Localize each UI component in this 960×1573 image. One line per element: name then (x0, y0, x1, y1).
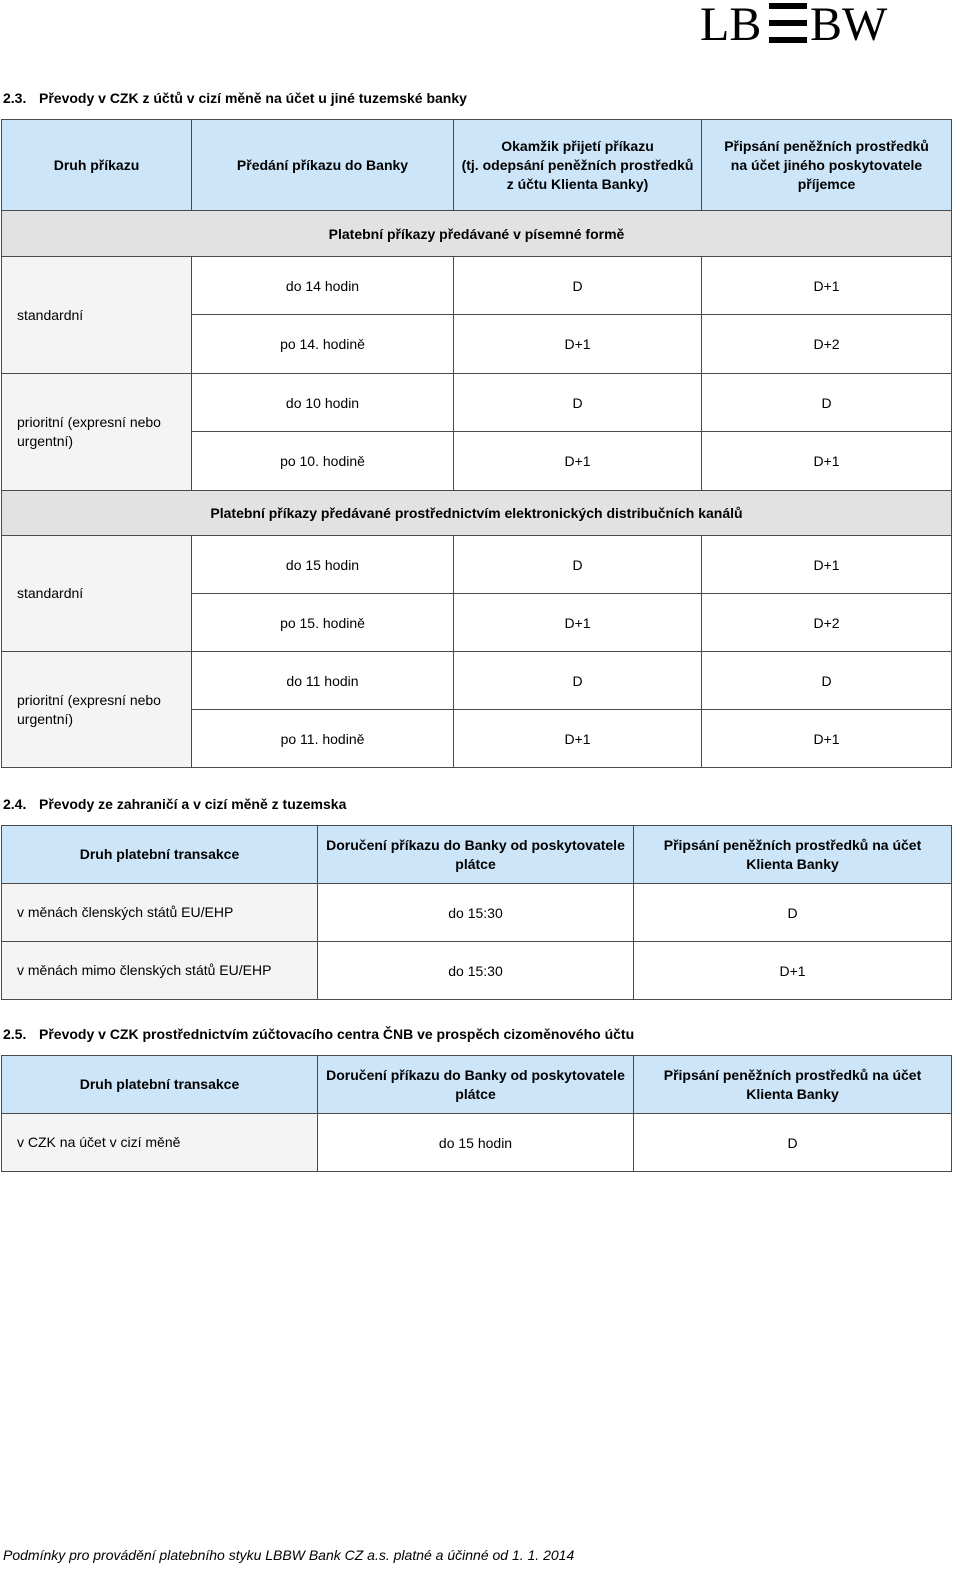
cell: v CZK na účet v cizí měně (2, 1114, 318, 1172)
cell: D (454, 257, 702, 315)
table-header-row (2, 826, 952, 884)
cell: D+1 (454, 710, 702, 768)
header-line: Připsání peněžních prostředků (724, 137, 929, 154)
cell: D (702, 374, 952, 432)
category-cell (2, 374, 192, 491)
header-line: plátce (455, 1085, 496, 1102)
cell: D+2 (702, 594, 952, 652)
svg-text:LB: LB (700, 0, 762, 46)
category-line: urgentní) (17, 433, 74, 449)
header-cell (318, 1056, 634, 1114)
header-cell: Druh platební transakce (2, 1056, 318, 1114)
header-cell: Druh platební transakce (2, 826, 318, 884)
cell: do 14 hodin (192, 257, 454, 315)
category-line: prioritní (expresní nebo (17, 414, 161, 430)
cell: D+1 (702, 536, 952, 594)
table-section-2-4 (1, 825, 952, 1000)
section-2-3-title (3, 90, 467, 106)
header-line: Připsání peněžních prostředků na účet (663, 1066, 922, 1083)
table-header-row (2, 120, 952, 211)
table-section-2-3 (1, 119, 952, 768)
table-row (2, 884, 952, 942)
section-title-text: Převody v CZK prostřednictvím zúčtovacího centra ČNB ve prospěch cizoměnového účtu (39, 1026, 635, 1042)
cell: D (454, 374, 702, 432)
category-cell (2, 652, 192, 768)
header-cell (454, 120, 702, 211)
header-cell (318, 826, 634, 884)
table-section-2-5 (1, 1055, 952, 1172)
table-row (2, 652, 952, 710)
header-cell: Předání příkazu do Banky (192, 120, 454, 211)
cell: po 10. hodině (192, 432, 454, 491)
cell: D (634, 884, 952, 942)
cell: do 10 hodin (192, 374, 454, 432)
cell: D+2 (702, 315, 952, 374)
band-electronic-orders: Platební příkazy předávané prostřednictvím elektronických distribučních kanálů (2, 491, 952, 536)
table-row (2, 942, 952, 1000)
cell: do 15 hodin (318, 1114, 634, 1172)
section-title-text: Převody v CZK z účtů v cizí měně na účet u jiné tuzemské banky (39, 90, 467, 106)
header-cell: Druh příkazu (2, 120, 192, 211)
svg-text:BW: BW (810, 0, 888, 46)
header-line: příjemce (797, 175, 856, 192)
band-written-orders: Platební příkazy předávané v písemné formě (2, 211, 952, 257)
table-row (2, 1114, 952, 1172)
header-line: Klienta Banky (746, 855, 839, 872)
cell: D (634, 1114, 952, 1172)
cell: do 15 hodin (192, 536, 454, 594)
cell: v měnách mimo členských států EU/EHP (2, 942, 318, 1000)
table-row (2, 374, 952, 432)
section-number: 2.4. (3, 796, 27, 812)
section-number: 2.3. (3, 90, 27, 106)
table-header-row (2, 1056, 952, 1114)
header-cell (702, 120, 952, 211)
header-line: plátce (455, 855, 496, 872)
header-line: Připsání peněžních prostředků na účet (663, 836, 922, 853)
category-line: urgentní) (17, 710, 74, 727)
header-line: Doručení příkazu do Banky od poskytovatele (326, 1066, 625, 1083)
category-line: prioritní (expresní nebo (17, 691, 161, 708)
cell: po 14. hodině (192, 315, 454, 374)
header-cell (634, 1056, 952, 1114)
table-row (2, 257, 952, 315)
section-number: 2.5. (3, 1026, 27, 1042)
cell: D+1 (702, 257, 952, 315)
category-cell: standardní (2, 257, 192, 374)
cell: do 15:30 (318, 942, 634, 1000)
cell: D+1 (454, 432, 702, 491)
cell: D (454, 536, 702, 594)
header-cell (634, 826, 952, 884)
header-line: Doručení příkazu do Banky od poskytovatele (326, 836, 625, 853)
cell: po 15. hodině (192, 594, 454, 652)
section-2-5-title (3, 1026, 634, 1042)
band-row (2, 211, 952, 257)
cell: D+1 (454, 594, 702, 652)
cell: D (702, 652, 952, 710)
cell: v měnách členských států EU/EHP (2, 884, 318, 942)
category-cell: standardní (2, 536, 192, 652)
lbbw-logo (700, 0, 910, 46)
header-line: (tj. odepsání peněžních prostředků (461, 156, 694, 173)
section-2-4-title (3, 796, 346, 812)
cell: do 11 hodin (192, 652, 454, 710)
header-line: z účtu Klienta Banky) (506, 175, 649, 192)
cell: D+1 (702, 432, 952, 491)
header-line: Klienta Banky (746, 1085, 839, 1102)
header-line: na účet jiného poskytovatele (730, 156, 923, 173)
cell: D (454, 652, 702, 710)
band-row (2, 491, 952, 536)
cell: D+1 (702, 710, 952, 768)
cell: do 15:30 (318, 884, 634, 942)
section-title-text: Převody ze zahraničí a v cizí měně z tuzemska (39, 796, 347, 812)
cell: D+1 (454, 315, 702, 374)
cell: po 11. hodině (192, 710, 454, 768)
table-row (2, 536, 952, 594)
cell: D+1 (634, 942, 952, 1000)
page-footer: Podmínky pro provádění platebního styku LBBW Bank CZ a.s. platné a účinné od 1. 1. 2014 (3, 1547, 575, 1563)
header-line: Okamžik přijetí příkazu (501, 137, 654, 154)
